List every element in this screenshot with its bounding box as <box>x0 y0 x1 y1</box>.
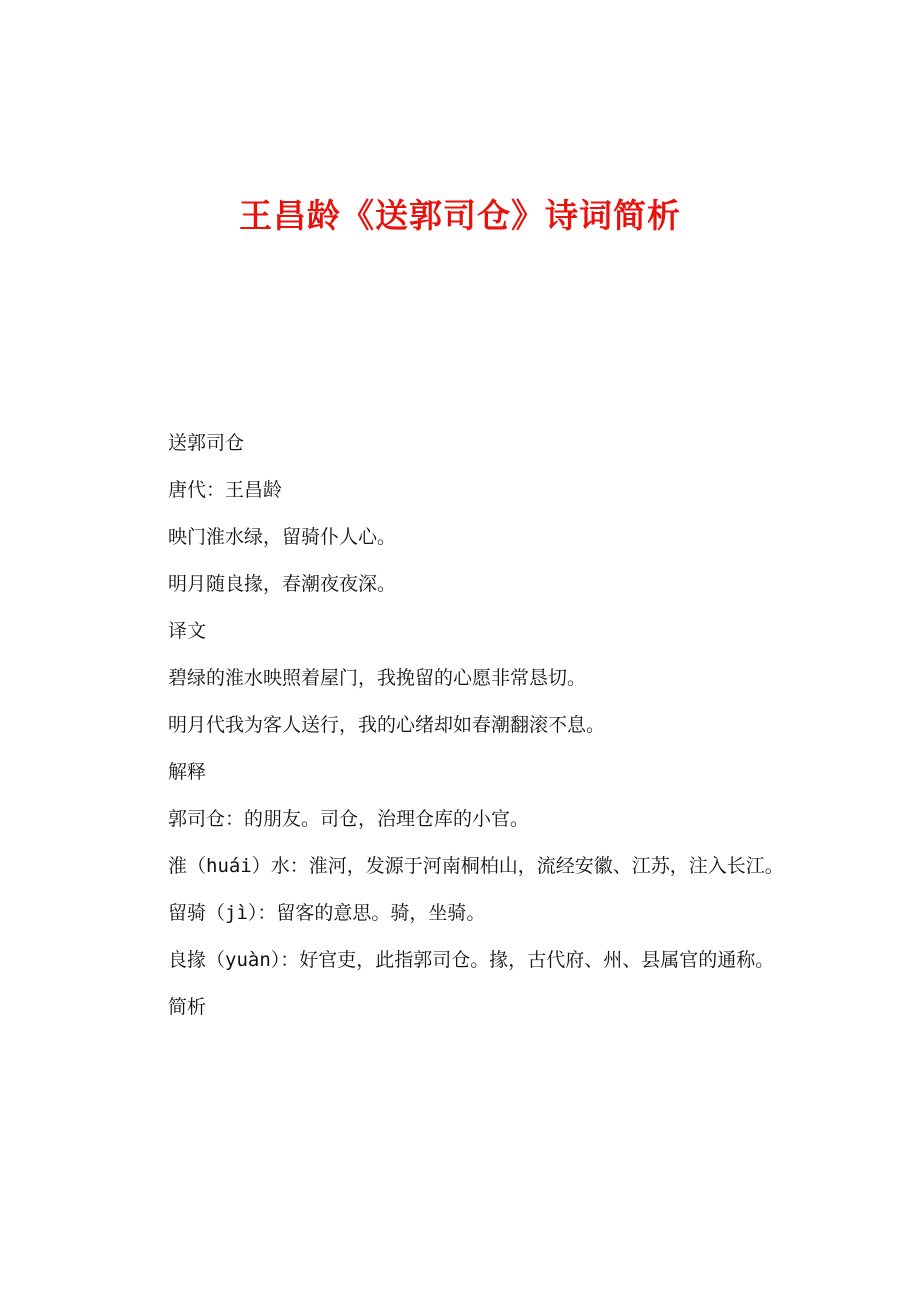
poem-line-1: 映门淮水绿，留骑仆人心。 <box>168 526 397 548</box>
translation-line-1: 碧绿的淮水映照着屋门，我挽留的心愿非常恳切。 <box>168 667 587 689</box>
section-heading-translation: 译文 <box>168 620 207 642</box>
explanation-item: 良掾（yuàn）：好官吏，此指郭司仓。掾，古代府、州、县属官的通称。 <box>168 949 775 971</box>
explanation-item: 淮（huái）水：淮河，发源于河南桐柏山，流经安徽、江苏，注入长江。 <box>168 855 784 877</box>
explanation-item: 郭司仓：的朋友。司仓，治理仓库的小官。 <box>168 808 530 830</box>
translation-line-2: 明月代我为客人送行，我的心绪却如春潮翻滚不息。 <box>168 714 606 736</box>
poem-author: 唐代：王昌龄 <box>168 479 283 501</box>
explanation-item: 留骑（jì）：留客的意思。骑，坐骑。 <box>168 902 486 924</box>
section-heading-explanation: 解释 <box>168 761 207 783</box>
document-title: 王昌龄《送郭司仓》诗词简析 <box>239 196 681 235</box>
poem-line-2: 明月随良掾，春潮夜夜深。 <box>168 573 397 595</box>
poem-title: 送郭司仓 <box>168 432 245 454</box>
section-heading-analysis: 简析 <box>168 996 207 1018</box>
document-body <box>124 420 810 1031</box>
